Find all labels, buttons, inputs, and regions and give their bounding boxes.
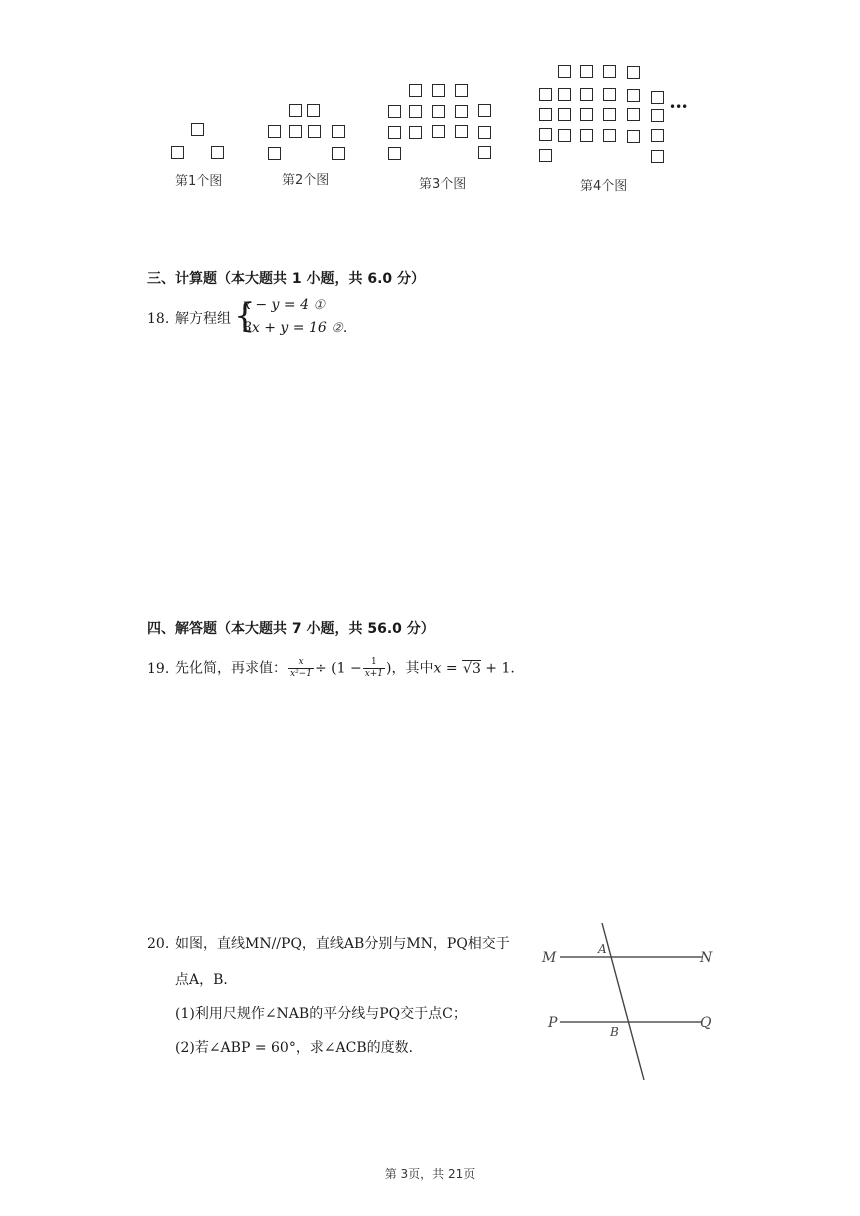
page-footer: 第 3页，共 21页 — [384, 1167, 476, 1181]
equation-2-mark: ② — [331, 321, 343, 336]
figure-2-label: 第2个图 — [282, 173, 330, 188]
question-number: 19. — [147, 660, 170, 677]
equation-1: x − y = 4 — [243, 297, 309, 313]
equation-2: 3x + y = 16 — [243, 320, 327, 336]
figure-1-label: 第1个图 — [175, 174, 223, 189]
question-19 — [147, 657, 515, 680]
plus-one: + 1 — [480, 660, 511, 677]
x-equals: x = — [433, 660, 463, 677]
sqrt-3: √3 — [463, 660, 481, 677]
line-ab — [602, 923, 644, 1080]
label-a: A — [598, 942, 607, 956]
section-4-heading: 四、解答题（本大题共 7 小题，共 56.0 分） — [147, 621, 435, 637]
section-3-heading: 三、计算题（本大题共 1 小题，共 6.0 分） — [147, 271, 426, 287]
fraction-2: $\frac{1}{x+1}$ — [364, 657, 384, 679]
label-p: P — [548, 1015, 558, 1031]
label-q: Q — [700, 1015, 712, 1031]
question-prompt: 先化简，再求值： — [175, 660, 287, 677]
label-m: M — [542, 950, 557, 966]
question-line-2: 点A，B． — [175, 972, 238, 988]
figure-4-label: 第4个图 — [580, 179, 628, 194]
equation-end: . — [342, 320, 348, 336]
label-n: N — [700, 950, 713, 966]
label-b: B — [610, 1025, 619, 1039]
close-paren: )，其中 — [386, 660, 434, 677]
division-part: ÷ (1 − — [314, 660, 362, 677]
ellipsis: ••• — [669, 100, 688, 114]
question-prompt: 解方程组 — [175, 311, 231, 327]
parallel-lines-diagram — [530, 915, 730, 1085]
question-number: 18. — [147, 311, 170, 327]
question-line-4: (2)若∠ABP = 60°，求∠ACB的度数． — [175, 1040, 423, 1056]
end-period: . — [510, 660, 515, 677]
fraction-1: $\frac{x}{\text{x²−1}}$ — [290, 657, 312, 679]
equation-1-mark: ① — [313, 298, 326, 313]
question-number: 20. — [147, 936, 170, 952]
pattern-figures — [0, 0, 860, 200]
figure-3-label: 第3个图 — [419, 177, 467, 192]
question-line-1: 如图，直线MN//PQ，直线AB分别与MN，PQ相交于 — [175, 936, 510, 952]
question-line-3: (1)利用尺规作∠NAB的平分线与PQ交于点C； — [175, 1006, 467, 1022]
left-brace: { — [234, 296, 256, 336]
